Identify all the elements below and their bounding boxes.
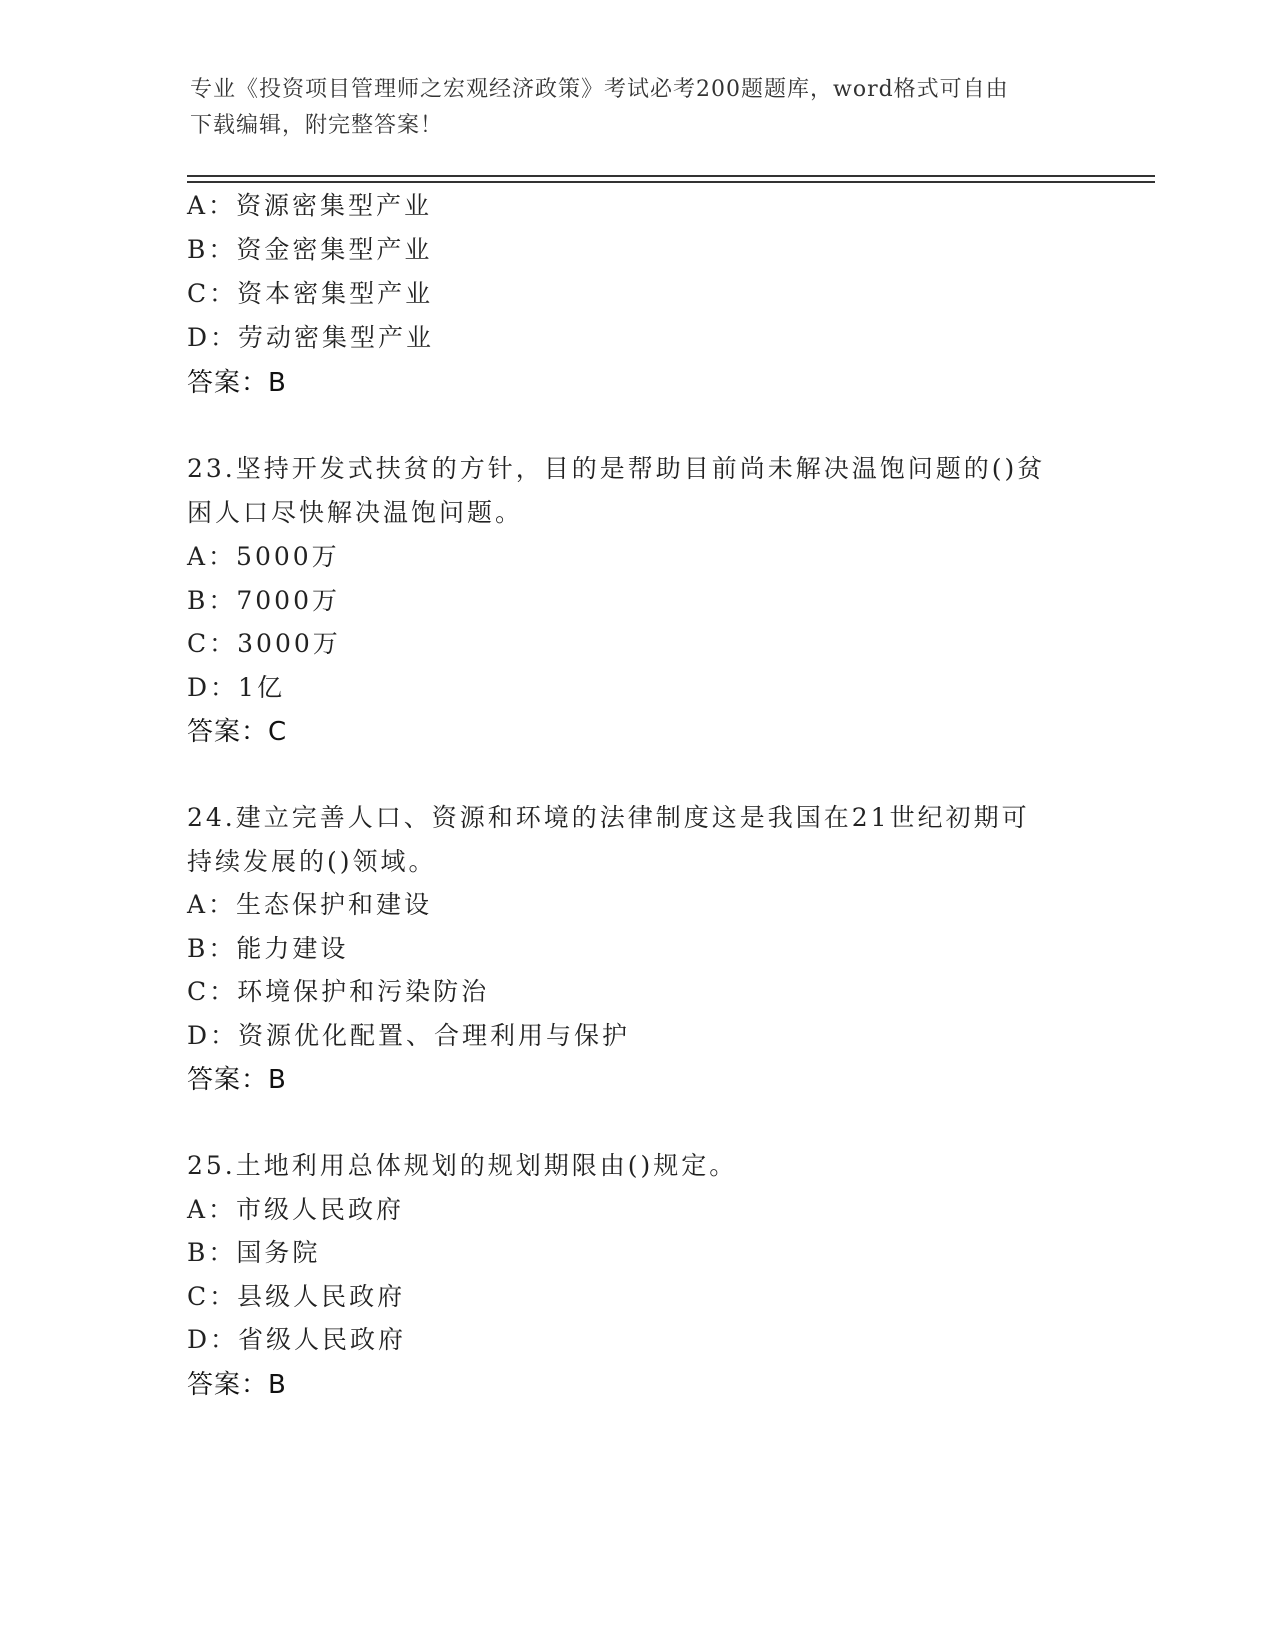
q25-option-c: C：县级人民政府 [187,1282,406,1311]
header-line-2: 下载编辑，附完整答案！ [190,113,444,138]
q25-stem-line-1: 25.土地利用总体规划的规划期限由()规定。 [187,1151,738,1180]
q23-option-a: A：5000万 [187,542,340,571]
q23-stem-line-2: 困人口尽快解决温饱问题。 [187,498,524,527]
header-divider-bottom [187,181,1155,183]
q25-answer: 答案：B [187,1370,287,1400]
q25-option-b: B：国务院 [187,1238,321,1267]
q23-stem-line-1: 23.坚持开发式扶贫的方针，目的是帮助目前尚未解决温饱问题的()贫 [187,454,1046,483]
q24-option-c: C：环境保护和污染防治 [187,977,490,1006]
header-divider-top [187,175,1155,177]
q22-option-a: A：资源密集型产业 [187,191,433,220]
q24-stem-line-2: 持续发展的()领域。 [187,847,437,876]
q24-answer: 答案：B [187,1065,287,1095]
q22-option-b: B：资金密集型产业 [187,235,433,264]
document-header [190,72,1090,144]
header-line-1: 专业《投资项目管理师之宏观经济政策》考试必考200题题库，word格式可自由 [190,77,1009,102]
q23-option-d: D：1亿 [187,673,285,702]
q24-option-b: B：能力建设 [187,934,349,963]
q22-option-d: D：劳动密集型产业 [187,323,435,352]
q22-option-c: C：资本密集型产业 [187,279,434,308]
q25-option-a: A：市级人民政府 [187,1195,405,1224]
q24-option-d: D：资源优化配置、合理利用与保护 [187,1021,631,1050]
q23-answer: 答案：C [187,717,288,747]
q23-option-c: C：3000万 [187,629,341,658]
q23-option-b: B：7000万 [187,586,340,615]
q24-stem-line-1: 24.建立完善人口、资源和环境的法律制度这是我国在21世纪初期可 [187,803,1030,832]
q22-answer: 答案：B [187,368,287,398]
q25-option-d: D：省级人民政府 [187,1325,407,1354]
q24-option-a: A：生态保护和建设 [187,890,433,919]
